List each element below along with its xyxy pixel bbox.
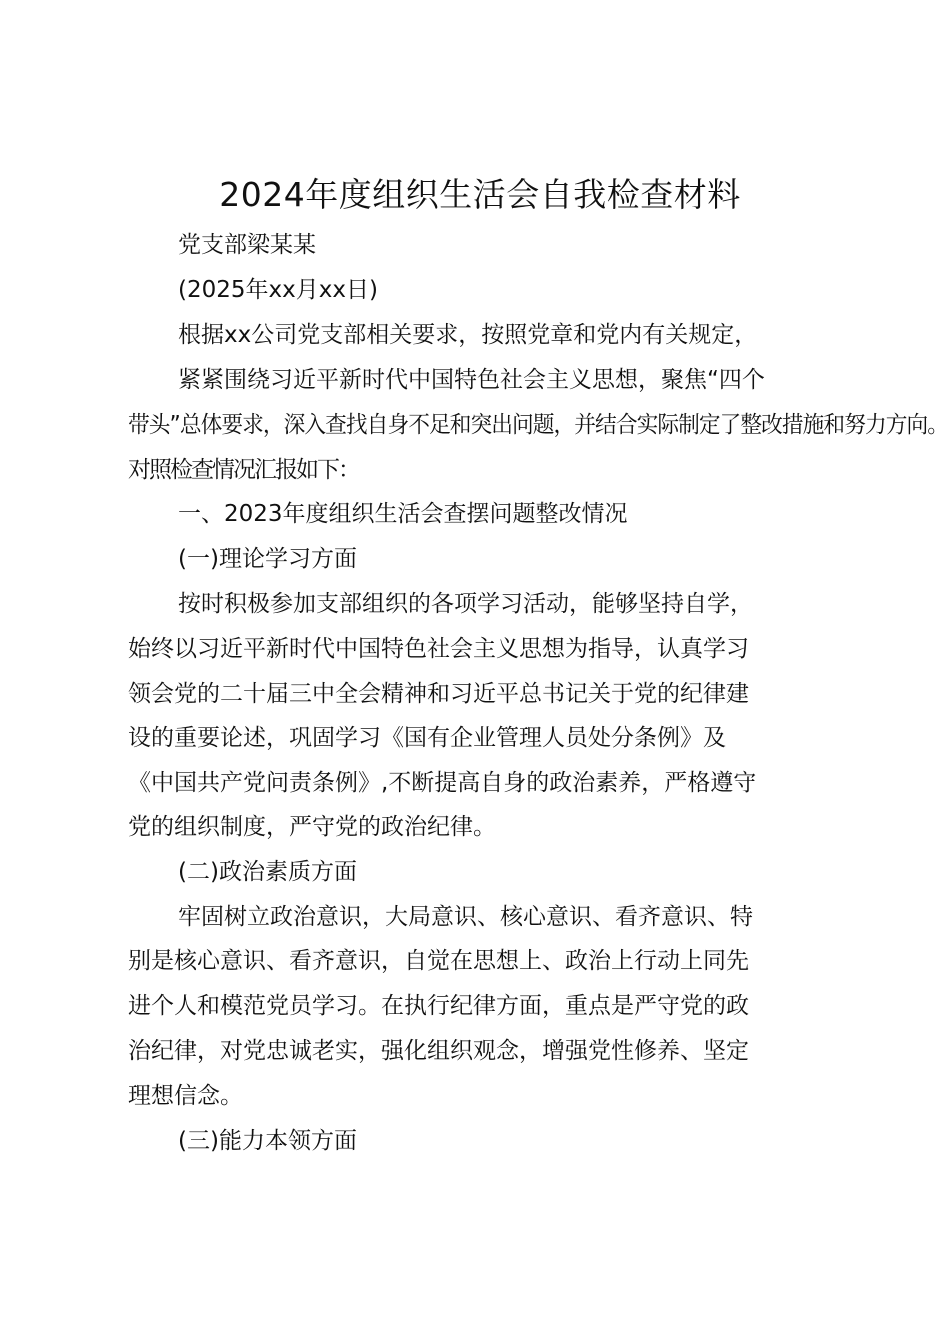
author-line: 党支部梁某某	[178, 232, 316, 258]
paragraph-line: 始终以习近平新时代中国特色社会主义思想为指导，认真学习	[128, 636, 749, 662]
paragraph-line: 治纪律，对党忠诚老实，强化组织观念，增强党性修养、坚定	[128, 1038, 749, 1064]
paragraph-line-overlapping	[128, 410, 950, 440]
section-heading: 一、2023年度组织生活会查摆问题整改情况	[178, 501, 628, 527]
paragraph-line: 《中国共产党问责条例》,不断提高自身的政治素养，严格遵守	[128, 770, 757, 796]
date-line: (2025年xx月xx日)	[178, 277, 378, 303]
paragraph-line: 党的组织制度，严守党的政治纪律。	[128, 814, 496, 840]
paragraph-line	[128, 455, 359, 485]
paragraph-line: 根据xx公司党支部相关要求，按照党章和党内有关规定，	[178, 322, 758, 348]
document-title: 2024年度组织生活会自我检查材料	[219, 175, 741, 214]
paragraph-line: 领会党的二十届三中全会精神和习近平总书记关于党的纪律建	[128, 681, 749, 707]
paragraph-line: 紧紧围绕习近平新时代中国特色社会主义思想，聚焦“四个	[178, 367, 765, 393]
subsection-heading: (一)理论学习方面	[178, 546, 357, 572]
paragraph-line-text: 带头”总体要求，深入查找自身不足和突出问题，并结合实际制定了整改措施和努力方向。	[128, 412, 949, 438]
subsection-heading: (三)能力本领方面	[178, 1128, 357, 1154]
paragraph-line: 按时积极参加支部组织的各项学习活动，能够坚持自学，	[178, 591, 753, 617]
subsection-heading: (二)政治素质方面	[178, 859, 357, 885]
paragraph-line: 理想信念。	[128, 1083, 243, 1109]
paragraph-line-text: 对照检查情况汇报如下：	[128, 457, 359, 483]
paragraph-line: 设的重要论述，巩固学习《国有企业管理人员处分条例》及	[128, 725, 726, 751]
paragraph-line: 牢固树立政治意识，大局意识、核心意识、看齐意识、特	[178, 904, 753, 930]
paragraph-line: 别是核心意识、看齐意识，自觉在思想上、政治上行动上同先	[128, 948, 749, 974]
paragraph-line: 进个人和模范党员学习。在执行纪律方面，重点是严守党的政	[128, 993, 749, 1019]
